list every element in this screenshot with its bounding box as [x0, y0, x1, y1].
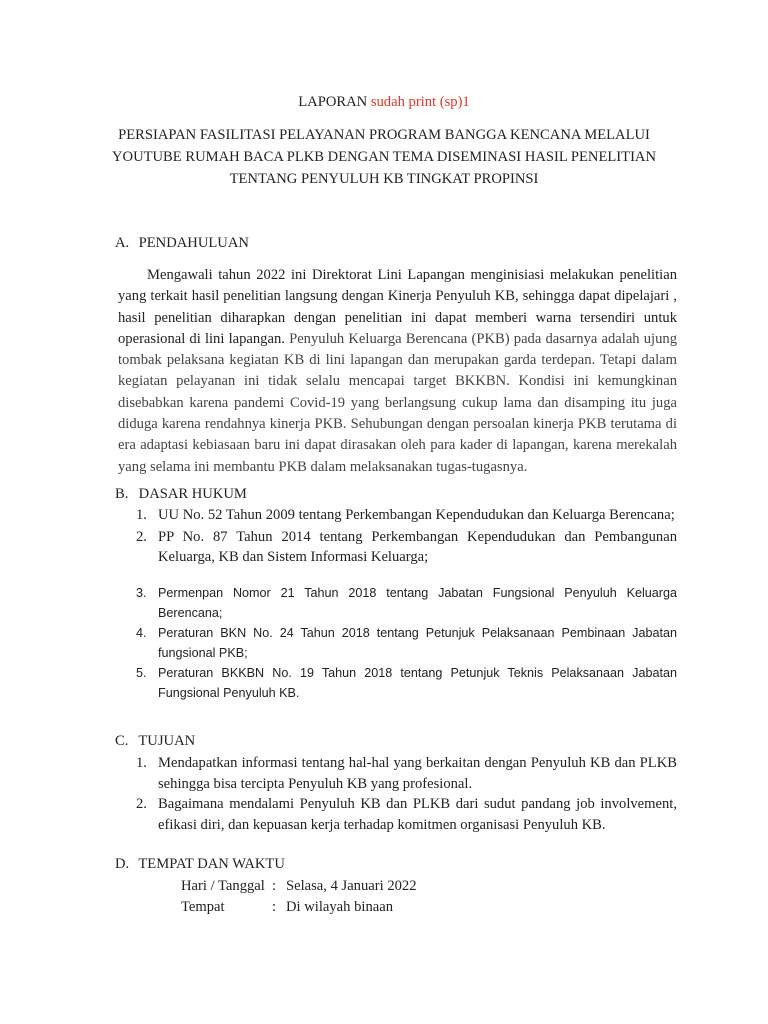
section-letter: A.	[115, 235, 130, 251]
list-item	[136, 753, 677, 794]
section-heading-dasar-hukum	[115, 486, 247, 503]
pendahuluan-paragraph	[118, 265, 677, 478]
report-label: LAPORAN	[298, 94, 368, 110]
document-title	[95, 124, 673, 190]
detail-value: Selasa, 4 Januari 2022	[286, 878, 417, 894]
section-heading-tujuan	[115, 733, 195, 750]
title-line: YOUTUBE RUMAH BACA PLKB DENGAN TEMA DISEMINASI HASIL PENELITIAN	[111, 149, 657, 165]
list-item	[136, 527, 677, 568]
list-text: Bagaimana mendalami Penyuluh KB dan PLKB dari sudut pandang job involvement, efikasi diri, dan kepuasan kerja terhadap komitmen organisasi Penyuluh KB.	[158, 796, 677, 833]
detail-label: Tempat	[181, 899, 225, 915]
list-number: 2.	[136, 528, 147, 545]
tujuan-list	[136, 753, 677, 835]
paragraph-part: Mengawali tahun 2022 ini Direktorat Lini Lapangan menginisiasi melakukan penelitian yang terkait hasil penelitian langsung dengan Kinerja Penyuluh KB, sehingga dapat dipelajari , hasil penelitian diharapkan dengan penelitian ini dapat memberi warna tersendiri untuk operasional di lini lapangan.	[118, 267, 677, 347]
list-number: 1.	[136, 507, 147, 523]
list-item	[136, 623, 677, 663]
detail-row-tempat	[181, 897, 417, 918]
detail-label: Hari / Tanggal	[181, 878, 265, 894]
detail-value: Di wilayah binaan	[286, 899, 393, 915]
title-line: PERSIAPAN FASILITASI PELAYANAN PROGRAM BANGGA KENCANA MELALUI	[118, 127, 650, 143]
title-line: TENTANG PENYULUH KB TINGKAT PROPINSI	[229, 171, 539, 187]
list-item	[136, 583, 677, 623]
list-item	[136, 794, 677, 835]
list-number: 2.	[136, 796, 147, 812]
detail-row-hari	[181, 876, 417, 897]
section-title: TEMPAT DAN WAKTU	[138, 856, 285, 872]
list-item	[136, 505, 677, 526]
list-text: Peraturan BKKBN No. 19 Tahun 2018 tentang Petunjuk Teknis Pelaksanaan Jabatan Fungsional Penyuluh KB.	[158, 666, 677, 700]
section-title: PENDAHULUAN	[138, 235, 249, 251]
list-item	[136, 663, 677, 703]
section-heading-pendahuluan	[115, 235, 249, 252]
detail-colon: :	[272, 878, 277, 894]
section-letter: D.	[115, 856, 130, 872]
list-number: 1.	[136, 755, 147, 771]
list-number: 3.	[136, 586, 147, 600]
section-title: DASAR HUKUM	[138, 486, 247, 502]
detail-colon: :	[272, 899, 277, 915]
section-letter: C.	[115, 733, 129, 749]
list-text: Permenpan Nomor 21 Tahun 2018 tentang Jabatan Fungsional Penyuluh Keluarga Berencana;	[158, 586, 677, 620]
section-letter: B.	[115, 486, 129, 502]
report-header	[0, 94, 768, 111]
list-text: PP No. 87 Tahun 2014 tentang Perkembangan Kependudukan dan Pembangunan Keluarga, KB dan Sistem Informasi Keluarga;	[158, 528, 677, 565]
dasar-hukum-list-cont	[136, 583, 677, 703]
section-title: TUJUAN	[138, 733, 196, 749]
list-number: 5.	[136, 666, 147, 680]
list-number: 4.	[136, 626, 147, 640]
dasar-hukum-list	[136, 505, 677, 568]
print-status: sudah print (sp)1	[370, 94, 470, 110]
section-heading-tempat-waktu	[115, 856, 285, 873]
list-text: UU No. 52 Tahun 2009 tentang Perkembangan Kependudukan dan Keluarga Berencana;	[158, 507, 675, 523]
list-text: Mendapatkan informasi tentang hal-hal yang berkaitan dengan Penyuluh KB dan PLKB sehingga bisa tercipta Penyuluh KB yang profesional.	[158, 755, 677, 792]
paragraph-part: Penyuluh Keluarga Berencana (PKB) pada dasarnya adalah ujung tombak pelaksana kegiatan KB di lini lapangan dan merupakan garda terdepan. Tetapi dalam kegiatan pelayanan ini tidak selalu mencapai target BKKBN. Kondisi ini kemungkinan disebabkan karena pandemi Covid-19 yang berlangsung cukup lama dan disamping itu juga diduga karena rendahnya kinerja PKB. Sehubungan dengan persoalan kinerja PKB terutama di era adaptasi kebiasaan baru ini dapat dirasakan oleh para kader di lapangan, karena merekalah yang selama ini membantu PKB dalam melaksanakan tugas-tugasnya.	[118, 330, 678, 475]
tempat-waktu-details	[181, 876, 417, 918]
list-text: Peraturan BKN No. 24 Tahun 2018 tentang Petunjuk Pelaksanaan Pembinaan Jabatan fungsional PKB;	[158, 626, 677, 660]
